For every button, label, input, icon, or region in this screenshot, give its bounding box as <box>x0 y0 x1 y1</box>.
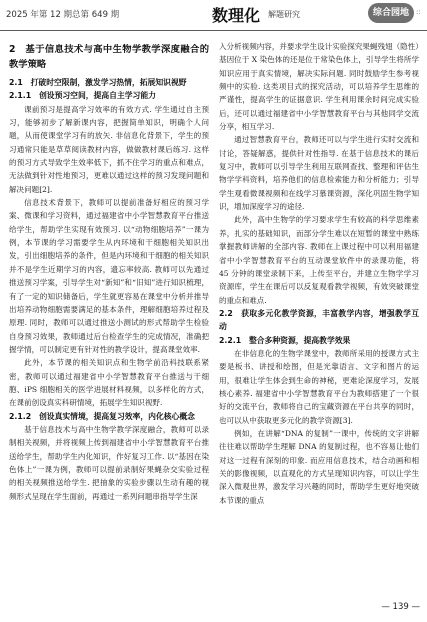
subsubsection-heading-2-2-1: 2.2.1 整合多种资源，提高教学效果 <box>219 335 351 345</box>
left-column <box>9 40 209 503</box>
paragraph: 基于信息技术与高中生物学教学深度融合，教师可以录制相关视频，并将视频上传到福建省中小学智慧教育平台推送给学生，帮助学生内化知识，作好复习工作. 以“基因在染色体上”一课为例，教师可以提前录制好果蝇杂交实验过程的相关视频推送给学生. 把抽象的实验步骤以生动有趣的视频形式呈现在学生面前，再通过一系列问题串指导学生深 <box>9 424 209 501</box>
paragraph: 通过智慧教育平台，教师还可以与学生进行实时交流和讨论，答疑解惑，提供针对性指导. 在基于信息技术的课后复习中，教师可以引导学生利用互联网查找、整理和评估生物学学科资料，培养他们的信息检索能力和分析能力；引导学生观看微课视频和在线学习慕课资源，深化巩固生物学知识，增加深度学习的途径. <box>219 135 419 212</box>
paragraph: 此外，本节课的相关知识点和生物学前沿科技联系紧密，教师可以通过福建省中小学智慧教育平台推送与干细胞、iPS 细胞相关的医学进展材料视频，以多样化的方式，在课前创设真实科研情境，拓展学生知识视野. <box>9 358 209 408</box>
subsubsection-heading-2-1-2: 2.1.2 创设真实情境，提高复习效率，内化核心概念 <box>9 411 195 421</box>
page-number: — 139 — <box>381 602 420 612</box>
paragraph: 课前预习是提高学习效率的有效方式. 学生通过自主预习，能够初步了解新课内容，把握简单知识，明确个人问题，从而使课堂学习有的放矢. 非信息化背景下，学生的预习通常只能是草草阅读教材内容，做做教材课后练习. 这样的预习方式导致学生效率低下，抓不住学习的重点和难点，无法做到针对性地预习，更难以通过这样的预习发现问题和解决问题[2]. <box>9 104 209 194</box>
paragraph: 在非信息化的生物学课堂中，教师所采用的授课方式主要是板书、讲授和绘图，但是光靠语言、文字和图片的运用，很难让学生体会到生命的神秘，更难论深度学习，发展核心素养. 福建省中小学智慧教育平台为教师搭建了一个很好的交流平台，教师将自己的宝藏资源在平台共享的同时，也可以从中获取更多元化的教学资源[3]. <box>219 348 419 425</box>
decorative-dots: :: <box>416 8 421 16</box>
subsection-heading-2-2: 2.2 获取多元化教学资源，丰富教学内容，增强教学互动 <box>219 308 419 332</box>
subsection-heading-2-1: 2.1 打破时空限制，激发学习热情，拓展知识视野 <box>9 78 187 87</box>
paragraph: 信息技术背景下，教师可以提前准备好相应的预习学案、微课和学习资料，通过福建省中小学智慧教育平台推送给学生，帮助学生实现有效预习. 以“动物细胞培养”一课为例，本节课的学习需要学生从内环境和干细胞相关知识出发，引出细胞培养的条件，但是内环境和干细胞的相关知识并不是学生近期学习的内容，遗忘率较高. 教师可以先通过推送预习学案，引导学生对“新知”和“旧知”进行知识梳理，有了一定的知识储备后，学生就更容易在课堂中分析并推导出培养动物细胞需要满足的基本条件，理解细胞培养过程及原理. 同时，教师可以通过推送小测试的形式帮助学生检验自身预习效果，教师通过后台检查学生的完成情况，准确把握学情，可以制定更有针对性的教学设计，提高课堂效率. <box>9 198 209 354</box>
paragraph: 此外，高中生物学的学习要求学生有较高的科学思维素养，扎实的基础知识，而部分学生难以在短暂的课堂中熟练掌握教师讲解的全部内容. 教师在上课过程中可以利用福建省中小学智慧教育平台的互动课堂软件中的录课功能，将 45 分钟的课堂录制下来，上传至平台，并建立生物学学习资源库，学生在课后可以反复观看教学视频，有效突破课堂的重点和难点. <box>219 215 419 305</box>
section-heading-2: 2 基于信息技术与高中生物学教学深度融合的教学策略 <box>9 44 209 70</box>
section-badge: 综合园地 <box>368 3 414 23</box>
column-name: 解题研究 <box>268 10 300 19</box>
paragraph: 例如，在讲解“DNA 的复制”一课中，传统的文字讲解往往难以帮助学生理解 DNA 的复制过程，也不容易让他们对这一过程有深刻的印象. 而应用信息技术，结合动画和相关的影像视频，以直观化的方式呈现知识内容，可以让学生深入微观世界，激发学习兴趣的同时，帮助学生更好地突破本节课的重点 <box>219 428 419 505</box>
page-header <box>0 0 427 31</box>
subsubsection-heading-2-1-1: 2.1.1 创设预习空间，提高自主学习能力 <box>9 91 156 101</box>
right-column <box>219 40 419 507</box>
paragraph-continued: 入分析视频内容，并要求学生设计实验探究果蝇残翅（隐性）基因位于 X 染色体的还是位于常染色体上，引导学生将所学知识应用于真实情境，解决实际问题. 同时鼓励学生参考视频中的实验. 这类项目式的探究活动，可以培养学生思维的严谨性，提高学生的证据意识. 学生利用课余时间完成实验后，还可以通过福建省中小学智慧教育平台与其他同学交流分享，相互学习. <box>219 42 419 132</box>
issue-info: 2025 年第 12 期总第 649 期 <box>6 10 120 20</box>
journal-title: 数理化 <box>212 6 261 25</box>
